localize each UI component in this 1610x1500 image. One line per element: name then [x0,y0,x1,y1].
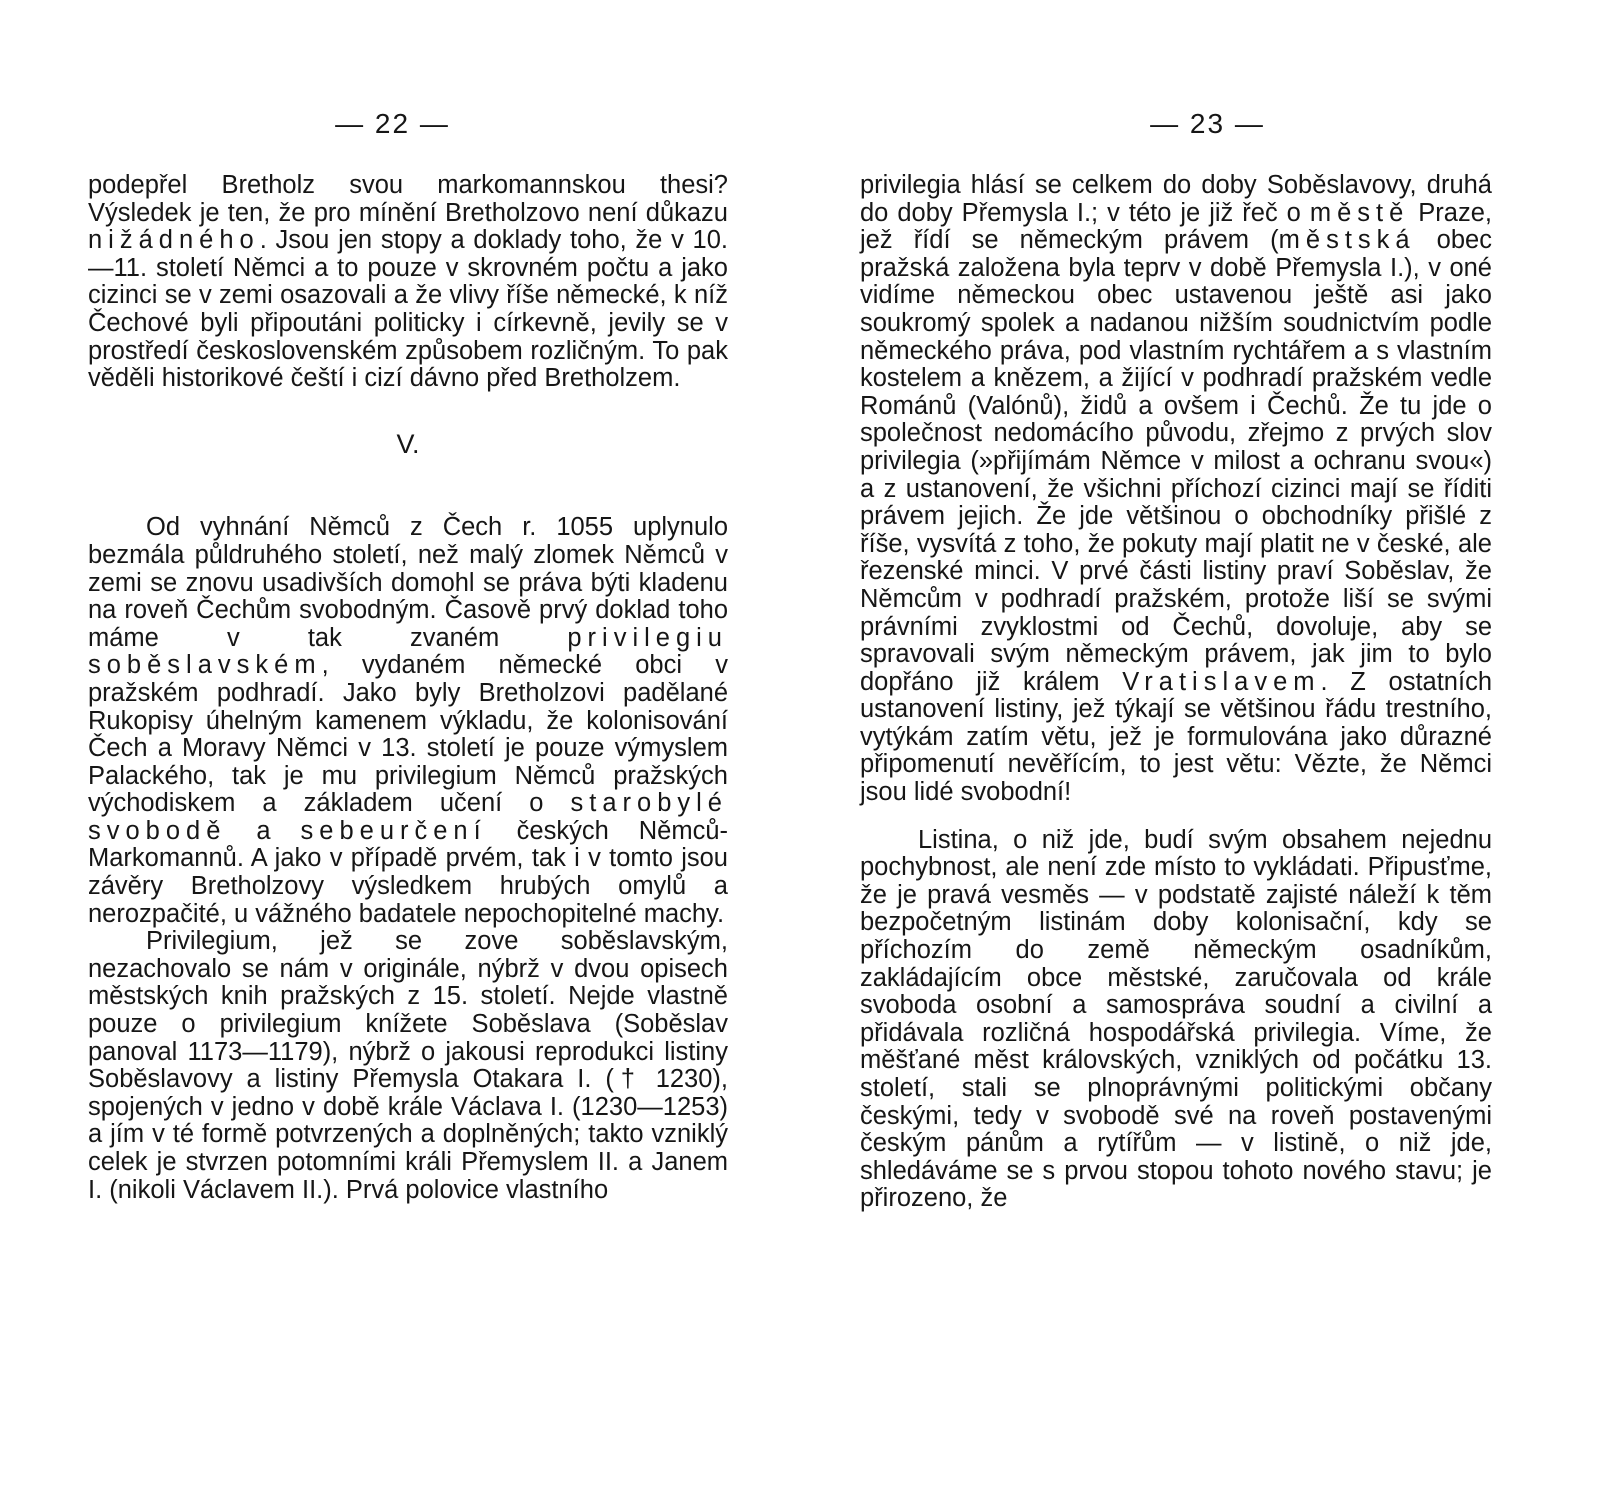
spaced-emphasis: nižádného [88,226,260,255]
spaced-emphasis: privilegiu soběslavském [88,623,728,680]
page-number: — 23 — [1150,108,1265,139]
section-heading: V. [396,428,420,459]
spaced-emphasis: městská [1278,226,1416,255]
paragraph-continuation: podepřel Bretholz svou markomannskou thesi? Výsledek je ten, že pro mínění Bretholzovo není důkazu nižádného. Jsou jen stopy a doklady toho, že v 10.—11. století Němci a to pouze v skrovném počtu a jako cizinci se v zemi osazovali a že vlivy říše německé, k níž Čechové byli připoutáni politicky i církevně, jevily se v prostředí československém způsobem rozličným. To pak věděli historikové čeští i cizí dávno před Bretholzem. [88,171,728,393]
paragraph: Listina, o niž jde, budí svým obsahem nejednu pochybnost, ale není zde místo to vykládati. Připusťme, že je pravá vesměs — v podstatě zajisté náleží k těm bezpočetným listinám doby kolonisační, kdy se příchozím do země německým osadníkům, zakládajícím obce městské, zaručovala od krále svoboda osobní a samospráva soudní a civilní a přidávala rozličná hospodářská privilegia. Víme, že měšťané měst královských, vzniklých od počátku 13. století, stali se plnoprávnými politickými občany českými, tedy v svobodě své na roveň postavenými českým pánům a rytířům — v listině, o niž jde, shledáváme se s prvou stopou tohoto nového stavu; je přirozeno, že [860,825,1492,1213]
spaced-emphasis: starobylé svobodě [88,789,728,845]
paragraph: Od vyhnání Němců z Čech r. 1055 uplynulo bezmála půldruhého století, než malý zlomek Němců v zemi se znovu usadivších domohl se práva býti kladenu na roveň Čechům svobodným. Časově prvý doklad toho máme v tak zvaném privilegiu soběslavském, vydaném německé obci v pražském podhradí. Jako byly Bretholzovi padělané Rukopisy úhelným kamenem výkladu, že kolonisování Čech a Moravy Němci v 13. století je pouze výmyslem Palackého, tak je mu privilegium Němců pražských východiskem a základem učení o starobylé svobodě a sebeurčení českých Němců-Markomannů. A jako v případě prvém, tak i v tomto jsou závěry Bretholzovy výsledkem hrubých omylů a nerozpačité, u vážného badatele nepochopitelné machy. [88,513,728,928]
page-number: — 22 — [335,108,450,139]
left-column-text [88,172,728,1204]
paragraph-continuation: privilegia hlásí se celkem do doby Soběslavovy, druhá do doby Přemysla I.; v této je již řeč o městě Praze, jež řídí se německým právem (městská obec pražská založena byla teprv v době Přemysla I.), v oné vidíme německou obec ustavenou ještě asi jako soukromý spolek a nadanou nižším soudnictvím podle německého práva, pod vlastním rychtářem a s vlastním kostelem a knězem, a žijící v podhradí pražském vedle Románů (Valónů), židů a ovšem i Čechů. Že tu jde o společnost nedomácího původu, zřejmo z prvých slov privilegia (»přijímám Němce v milost a ochranu svou«) a z ustanovení, že všichni příchozí cizinci mají se říditi právem jejich. Že jde většinou o obchodníky přišlé z říše, vysvítá z toho, že pokuty mají platit ne v české, ale řezenské minci. V prvé části listiny praví Soběslav, že Němcům v podhradí pražském, protože liší se svými právními zvyklostmi od Čechů, dovoluje, aby se spravovali svým německým právem, jak jim to bylo dopřáno již králem Vratislavem. Z ostatních ustanovení listiny, jež týkají se většinou řádu trestního, vytýkám zatím větu, jež je formulována jako důrazné připomenutí nevěřícím, to jest větu: Vězte, že Němci jsou lidé svobodní! [860,171,1493,807]
spaced-emphasis: sebeurčení [300,816,487,845]
right-page [805,0,1610,1500]
spaced-emphasis: Vratislavem [1122,667,1321,696]
spaced-emphasis: městě [1309,198,1410,227]
paragraph: Privilegium, jež se zove soběslavským, nezachovalo se nám v originále, nýbrž v dvou opisech městských knih pražských z 15. století. Nejde vlastně pouze o privilegium knížete Soběslava (Soběslav panoval 1173—1179), nýbrž o jakousi reprodukci listiny Soběslavovy a listiny Přemysla Otakara I. († 1230), spojených v jedno v době krále Václava I. (1230—1253) a jím v té formě potvrzených a doplněných; takto vzniklý celek je stvrzen potomními králi Přemyslem II. a Janem I. (nikoli Václavem II.). Prvá polovice vlastního [88,927,728,1204]
right-column-text [860,172,1492,1213]
